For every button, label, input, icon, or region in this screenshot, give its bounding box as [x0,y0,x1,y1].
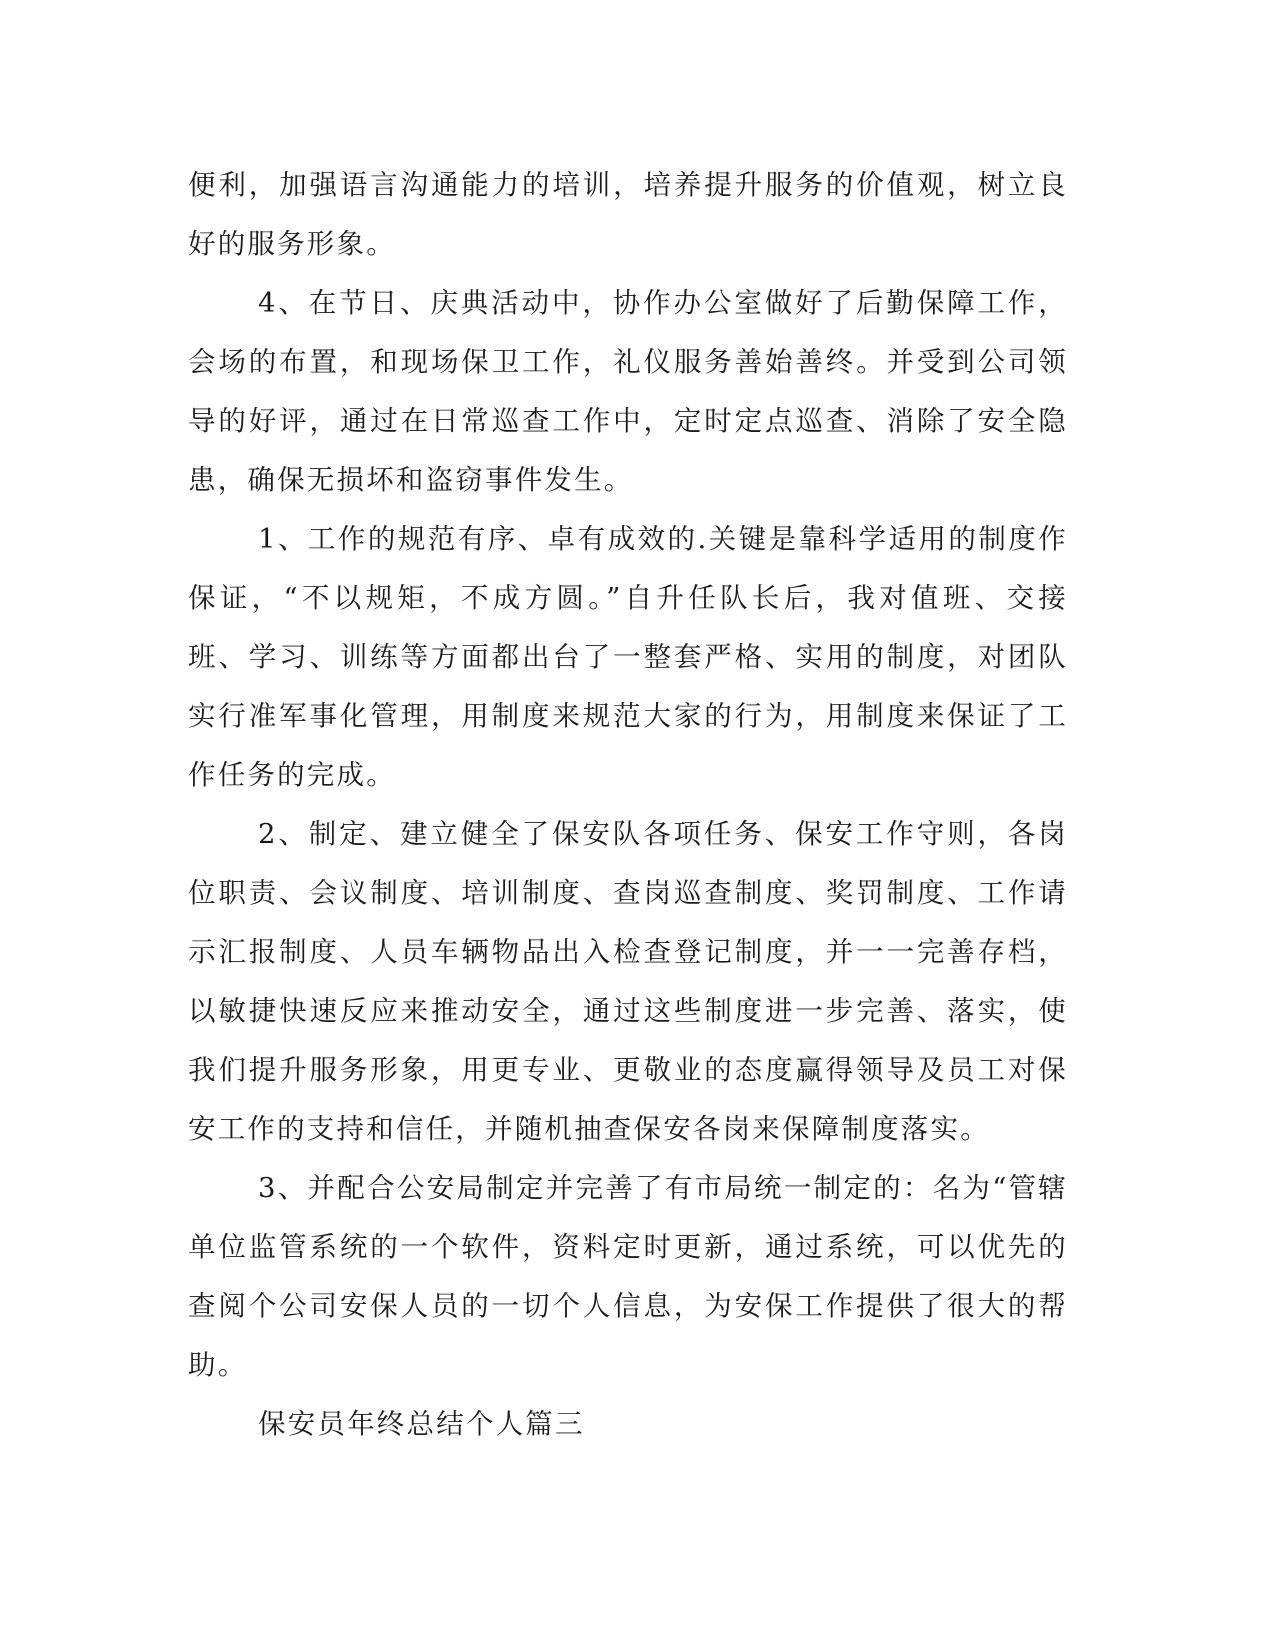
paragraph-item-3: 3、并配合公安局制定并完善了有市局统一制定的：名为“管辖单位监管系统的一个软件，资料定时更新，通过系统，可以优先的查阅个公司安保人员的一切个人信息，为安保工作提供了很大的帮助。 [188,1172,1068,1381]
paragraph-item-1: 1、工作的规范有序、卓有成效的.关键是靠科学适用的制度作保证，“不以规矩，不成方圆。”自升任队长后，我对值班、交接班、学习、训练等方面都出台了一整套严格、实用的制度，对团队实行准军事化管理，用制度来规范大家的行为，用制度来保证了工作任务的完成。 [188,523,1068,791]
section-heading: 保安员年终总结个人篇三 [258,1408,585,1440]
paragraph-item-2: 2、制定、建立健全了保安队各项任务、保安工作守则，各岗位职责、会议制度、培训制度、查岗巡查制度、奖罚制度、工作请示汇报制度、人员车辆物品出入检查登记制度，并一一完善存档，以敏捷快速反应来推动安全，通过这些制度进一步完善、落实，使我们提升服务形象，用更专业、更敬业的态度赢得领导及员工对保安工作的支持和信任，并随机抽查保安各岗来保障制度落实。 [188,818,1068,1145]
paragraph-item-4: 4、在节日、庆典活动中，协作办公室做好了后勤保障工作，会场的布置，和现场保卫工作，礼仪服务善始善终。并受到公司领导的好评，通过在日常巡查工作中，定时定点巡查、消除了安全隐患，确保无损坏和盗窃事件发生。 [188,287,1068,496]
document-body [188,156,1068,1454]
paragraph-continuation: 便利，加强语言沟通能力的培训，培养提升服务的价值观，树立良好的服务形象。 [188,169,1068,260]
